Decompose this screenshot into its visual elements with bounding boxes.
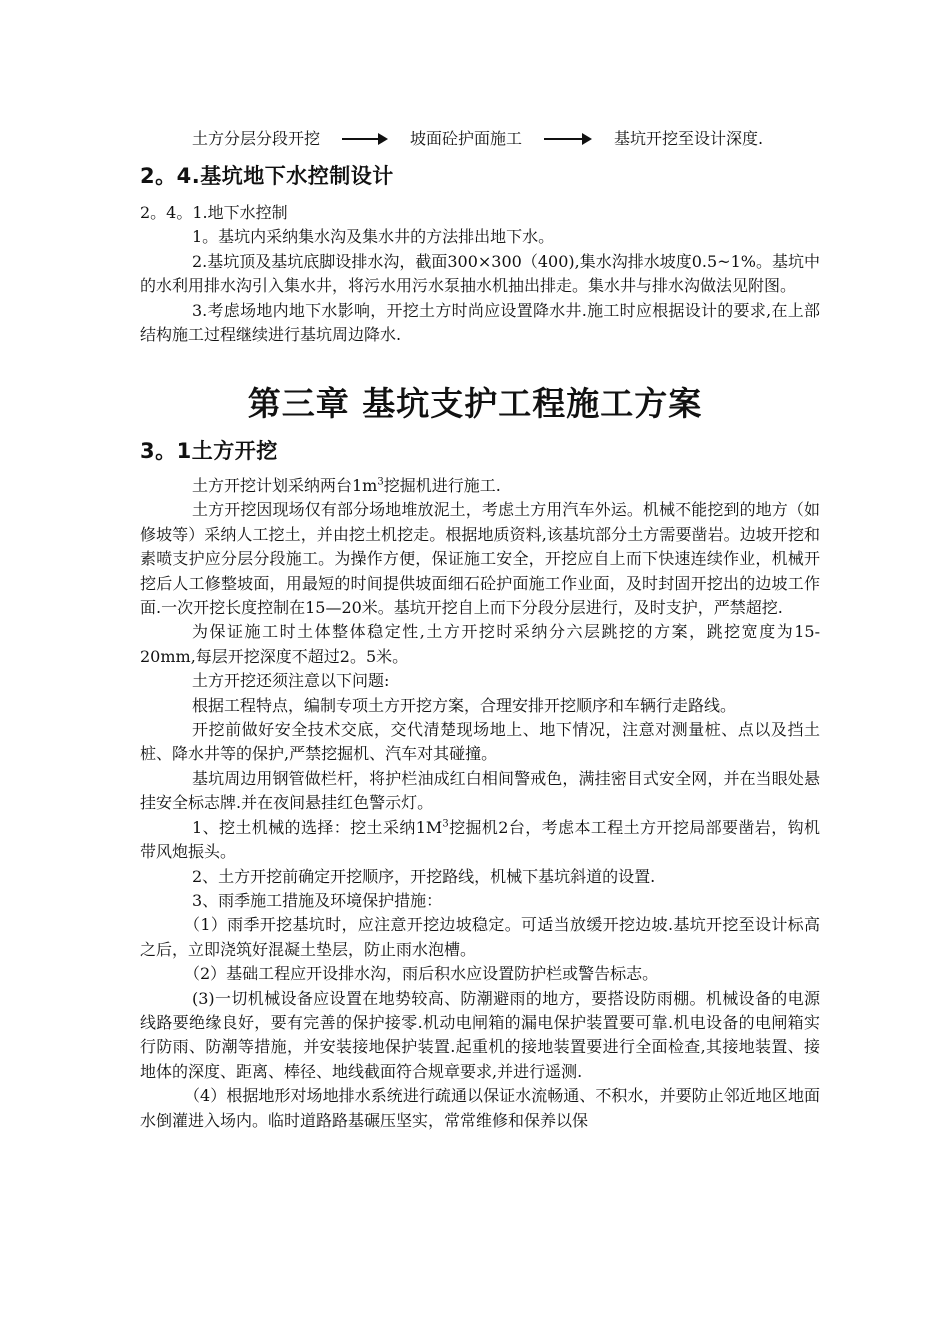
subsection-heading: 2。4。1.地下水控制 — [140, 203, 288, 222]
paragraph: 基坑周边用钢管做栏杆，将护栏油成红白相间警戒色，满挂密目式安全网，并在当眼处悬挂安全标志牌.并在夜间悬挂红色警示灯。 — [140, 768, 820, 813]
right-arrow-icon — [544, 130, 592, 144]
section-2-4-body — [140, 201, 820, 347]
flow-step-2: 坡面砼护面施工 — [410, 128, 523, 148]
section-3-1-body — [140, 474, 820, 1133]
flow-step-1: 土方分层分段开挖 — [192, 128, 321, 148]
section-heading-2-4: 2。4.基坑地下水控制设计 — [140, 164, 394, 188]
chapter-title: 第三章 基坑支护工程施工方案 — [247, 384, 703, 423]
paragraph: 3、雨季施工措施及环境保护措施： — [192, 890, 443, 910]
paragraph: 2、土方开挖前确定开挖顺序，开挖路线，机械下基坑斜道的设置. — [192, 866, 656, 886]
right-arrow-icon — [342, 130, 388, 144]
paragraph: 1。基坑内采纳集水沟及集水井的方法排出地下水。 — [192, 227, 555, 247]
paragraph: 土方开挖因现场仅有部分场地堆放泥土，考虑土方用汽车外运。机械不能挖到的地方（如修坡等）采纳人工挖土，并由挖土机挖走。根据地质资料,该基坑部分土方需要凿岩。边坡开挖和素喷支护应分层分段施工。为操作方便，保证施工安全，开挖应自上而下快速连续作业，机械开挖后人工修整坡面，用最短的时间提供坡面细石砼护面施工作业面，及时封固开挖出的边坡工作面.一次开挖长度控制在15—20米。基坑开挖自上而下分段分层进行，及时支护，严禁超挖. — [140, 500, 820, 618]
paragraph: 开挖前做好安全技术交底，交代清楚现场地上、地下情况，注意对测量桩、点以及挡土桩、降水井等的保护,严禁挖掘机、汽车对其碰撞。 — [140, 720, 820, 764]
paragraph: 3.考虑场地内地下水影响，开挖土方时尚应设置降水井.施工时应根据设计的要求,在上部结构施工过程继续进行基坑周边降水. — [140, 300, 820, 345]
paragraph: 为保证施工时土体整体稳定性,土方开挖时采纳分六层跳挖的方案，跳挖宽度为15-20mm,每层开挖深度不超过2。5米。 — [140, 622, 820, 666]
paragraph: 2.基坑顶及基坑底脚设排水沟，截面300×300（400),集水沟排水坡度0.5~1%。基坑中的水利用排水沟引入集水井，将污水用污水泵抽水机抽出排走。集水井与排水沟做法见附图。 — [140, 251, 820, 296]
section-heading-3-1: 3。1土方开挖 — [140, 439, 278, 463]
paragraph: 土方开挖计划采纳两台$1m^3$挖掘机进行施工. — [192, 476, 501, 495]
process-flow — [192, 124, 763, 150]
paragraph: 土方开挖还须注意以下问题: — [192, 671, 390, 691]
paragraph: (3)一切机械设备应设置在地势较高、防潮避雨的地方，要搭设防雨棚。机械设备的电源线路要绝缘良好，要有完善的保护接零.机动电闸箱的漏电保护装置要可靠.机电设备的电闸箱实行防雨、防潮等措施，并安装接地保护装置.起重机的接地装置要进行全面检查,其接地装置、接地体的深度、距离、棒径、地线截面符合规章要求,并进行遥测. — [140, 988, 820, 1081]
flow-step-3: 基坑开挖至设计深度. — [614, 128, 764, 148]
paragraph: 1、挖土机械的选择：挖土采纳$1M^3$挖掘机2台，考虑本工程土方开挖局部要凿岩，钩机带风炮振头。 — [140, 817, 820, 862]
paragraph: （2）基础工程应开设排水沟，雨后积水应设置防护栏或警告标志。 — [184, 964, 659, 984]
paragraph: （1）雨季开挖基坑时，应注意开挖边坡稳定。可适当放缓开挖边坡.基坑开挖至设计标高之后，立即浇筑好混凝土垫层，防止雨水泡槽。 — [140, 915, 820, 959]
paragraph: （4）根据地形对场地排水系统进行疏通以保证水流畅通、不积水，并要防止邻近地区地面水倒灌进入场内。临时道路路基碾压坚实，常常维修和保养以保 — [140, 1086, 820, 1130]
paragraph: 根据工程特点，编制专项土方开挖方案，合理安排开挖顺序和车辆行走路线。 — [192, 695, 737, 715]
